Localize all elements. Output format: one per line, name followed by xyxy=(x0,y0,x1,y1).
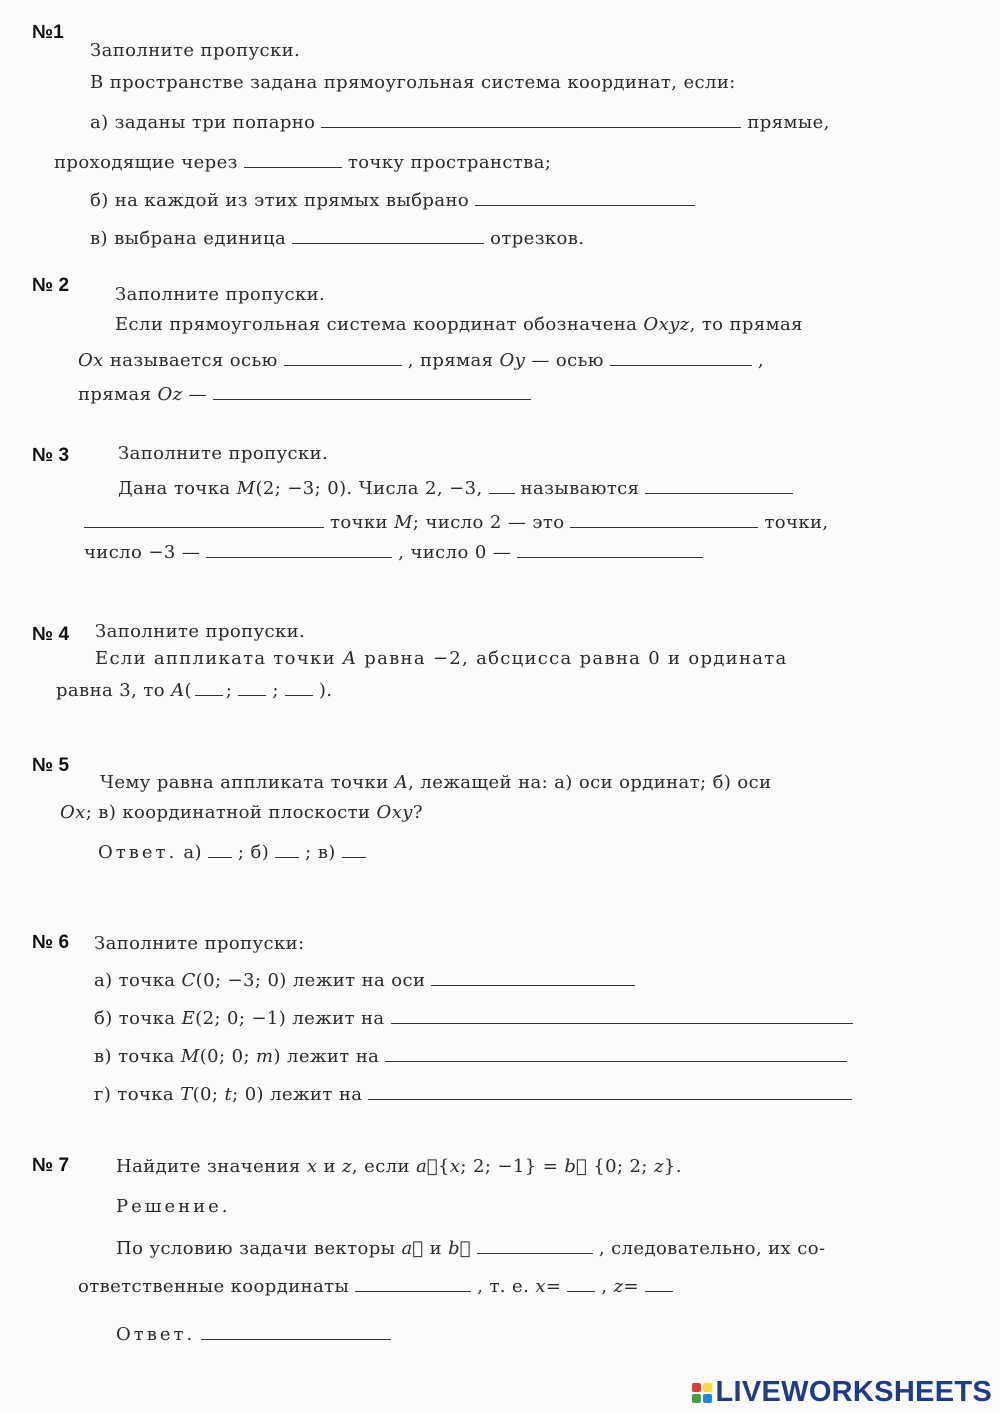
text-segment: отрезков. xyxy=(490,228,585,249)
text-segment: ответственные координаты xyxy=(78,1276,350,1297)
logo-square xyxy=(703,1383,712,1392)
text-segment: Найдите значения xyxy=(116,1156,301,1177)
math-symbol: M xyxy=(236,478,256,499)
task-answer xyxy=(116,1324,397,1345)
text-segment: ; 0) лежит на xyxy=(232,1084,363,1105)
blank-input[interactable] xyxy=(489,492,515,494)
math-symbol: x xyxy=(535,1276,546,1297)
vector-symbol: b⃗ xyxy=(564,1156,588,1177)
text-segment: и xyxy=(429,1238,442,1259)
math-symbol: A xyxy=(394,772,409,793)
text-segment: Если аппликата точки xyxy=(95,648,336,669)
task-instruction: Заполните пропуски. xyxy=(115,284,326,305)
text-segment: , следовательно, их со- xyxy=(598,1238,826,1259)
text-segment: в) точка xyxy=(94,1046,175,1067)
task-text xyxy=(84,512,829,533)
task-number: № 5 xyxy=(32,755,70,776)
text-segment: ; в) xyxy=(305,842,336,863)
blank-input[interactable] xyxy=(213,398,531,400)
blank-input[interactable] xyxy=(321,126,741,128)
math-symbol: A xyxy=(171,680,185,701)
text-segment: (2; −3; 0). Числа 2, −3, xyxy=(255,478,483,499)
text-segment: , если xyxy=(351,1156,410,1177)
text-segment: , xyxy=(601,1276,608,1297)
task-instruction: Заполните пропуски. xyxy=(90,40,301,61)
answer-label: Ответ. xyxy=(98,842,178,863)
text-segment: называется осью xyxy=(109,350,278,371)
task-text xyxy=(100,772,772,793)
task-text xyxy=(94,1008,859,1029)
task-number: № 6 xyxy=(32,932,70,953)
text-segment: ) лежит на xyxy=(273,1046,380,1067)
text-segment: ; xyxy=(272,680,279,701)
math-symbol: M xyxy=(180,1046,200,1067)
liveworksheets-logo xyxy=(692,1376,993,1409)
text-segment: г) точка xyxy=(94,1084,175,1105)
text-segment: ; xyxy=(225,680,233,701)
math-symbol: T xyxy=(180,1084,193,1105)
text-segment: ; число 2 — это xyxy=(412,512,565,533)
blank-input[interactable] xyxy=(610,364,752,366)
math-symbol: Oz xyxy=(157,384,183,405)
text-segment: ; в) координатной плоскости xyxy=(85,802,371,823)
task-number: № 2 xyxy=(32,275,70,296)
vector-symbol: a⃗ xyxy=(416,1156,438,1177)
task-text xyxy=(78,1276,679,1297)
blank-input[interactable] xyxy=(275,856,299,858)
task-text xyxy=(78,384,537,405)
math-symbol: Ox xyxy=(78,350,104,371)
blank-input[interactable] xyxy=(517,556,703,558)
text-segment: }. xyxy=(663,1156,682,1177)
math-symbol: m xyxy=(256,1046,274,1067)
task-number: № 4 xyxy=(32,624,70,645)
math-symbol: C xyxy=(181,970,196,991)
text-segment: = xyxy=(545,1276,562,1297)
math-symbol: M xyxy=(394,512,413,533)
math-symbol: A xyxy=(342,648,358,669)
blank-input[interactable] xyxy=(645,1290,673,1292)
task-answer xyxy=(98,842,372,863)
text-segment: , т. е. xyxy=(477,1276,530,1297)
logo-text: LIVEWORKSHEETS xyxy=(715,1376,992,1408)
math-symbol: x xyxy=(449,1156,461,1177)
task-text xyxy=(56,680,332,701)
task-instruction: Заполните пропуски. xyxy=(95,621,306,642)
math-symbol: x xyxy=(306,1156,318,1177)
task-text xyxy=(90,228,584,249)
text-segment: (2; 0; −1) лежит на xyxy=(195,1008,385,1029)
text-segment: точку пространства; xyxy=(347,152,552,173)
text-segment: число −3 — xyxy=(84,542,201,563)
text-segment: Дана точка xyxy=(118,478,231,499)
task-text xyxy=(118,478,799,499)
solution-label: Решение. xyxy=(116,1196,231,1217)
text-segment: равна −2, абсцисса равна 0 и ордината xyxy=(364,648,788,669)
text-segment: , xyxy=(757,350,764,371)
task-text xyxy=(60,802,423,823)
logo-square xyxy=(703,1394,712,1403)
task-number: №1 xyxy=(32,22,64,43)
task-instruction: Заполните пропуски: xyxy=(94,933,305,954)
math-symbol: E xyxy=(181,1008,196,1029)
text-segment: (0; 0; xyxy=(199,1046,250,1067)
text-segment: точки, xyxy=(764,512,829,533)
blank-input[interactable] xyxy=(284,364,402,366)
logo-square xyxy=(692,1383,701,1392)
blank-input[interactable] xyxy=(385,1060,847,1062)
math-symbol: Oxyz xyxy=(643,314,690,335)
text-segment: Чему равна аппликата точки xyxy=(100,772,389,793)
task-text xyxy=(78,350,764,371)
text-segment: прямая xyxy=(78,384,152,405)
text-segment: в) выбрана единица xyxy=(90,228,287,249)
task-number: № 7 xyxy=(32,1155,70,1176)
vector-symbol: b⃗ xyxy=(448,1238,471,1259)
task-text xyxy=(90,112,830,133)
answer-label: Ответ. xyxy=(116,1324,196,1345)
text-segment: проходящие через xyxy=(54,152,238,173)
math-symbol: Ox xyxy=(60,802,86,823)
text-segment: ( xyxy=(184,680,192,701)
text-segment: называются xyxy=(520,478,640,499)
text-segment: а) xyxy=(183,842,202,863)
blank-input[interactable] xyxy=(431,984,635,986)
logo-square xyxy=(692,1394,701,1403)
text-segment: , то прямая xyxy=(689,314,803,335)
math-symbol: Oy xyxy=(499,350,526,371)
task-text xyxy=(116,1156,682,1177)
task-text xyxy=(94,1084,858,1105)
task-number: № 3 xyxy=(32,445,70,466)
text-segment: б) точка xyxy=(94,1008,176,1029)
text-segment: прямые, xyxy=(747,112,830,133)
blank-input[interactable] xyxy=(355,1290,471,1292)
text-segment: (0; xyxy=(192,1084,219,1105)
text-segment: { xyxy=(438,1156,450,1177)
task-text xyxy=(94,970,641,991)
task-text xyxy=(116,1238,825,1259)
text-segment: б) на каждой из этих прямых выбрано xyxy=(90,190,470,211)
task-text xyxy=(115,314,803,335)
math-symbol: z xyxy=(342,1156,352,1177)
blank-input[interactable] xyxy=(206,556,392,558)
text-segment: и xyxy=(323,1156,336,1177)
math-symbol: Oxy xyxy=(376,802,413,823)
blank-input[interactable] xyxy=(292,242,484,244)
text-segment: а) заданы три попарно xyxy=(90,112,316,133)
text-segment: , число 0 — xyxy=(398,542,512,563)
task-text xyxy=(94,1046,853,1067)
blank-input[interactable] xyxy=(84,526,324,528)
text-segment: ). xyxy=(318,680,333,701)
text-segment: По условию задачи векторы xyxy=(116,1238,396,1259)
math-symbol: t xyxy=(224,1084,233,1105)
blank-input[interactable] xyxy=(238,694,266,696)
text-segment: = xyxy=(623,1276,640,1297)
text-segment: {0; 2; xyxy=(593,1156,648,1177)
task-text: В пространстве задана прямоугольная система координат, если: xyxy=(90,72,736,93)
text-segment: (0; −3; 0) лежит на оси xyxy=(195,970,426,991)
text-segment: ? xyxy=(412,802,423,823)
text-segment: а) точка xyxy=(94,970,176,991)
text-segment: ; б) xyxy=(237,842,270,863)
blank-input[interactable] xyxy=(570,526,758,528)
blank-input[interactable] xyxy=(208,856,232,858)
blank-input[interactable] xyxy=(195,694,223,696)
math-symbol: z xyxy=(613,1276,624,1297)
blank-input[interactable] xyxy=(475,204,695,206)
task-text xyxy=(84,542,709,563)
liveworksheets-logo-icon xyxy=(692,1383,712,1403)
text-segment: — xyxy=(188,384,208,405)
task-text xyxy=(95,648,788,669)
blank-input[interactable] xyxy=(244,166,342,168)
text-segment: — осью xyxy=(531,350,604,371)
blank-input[interactable] xyxy=(645,492,793,494)
text-segment: точки xyxy=(330,512,388,533)
vector-symbol: a⃗ xyxy=(401,1238,424,1259)
blank-input[interactable] xyxy=(567,1290,595,1292)
blank-input[interactable] xyxy=(368,1098,852,1100)
task-instruction: Заполните пропуски. xyxy=(118,443,329,464)
text-segment: Если прямоугольная система координат обозначена xyxy=(115,314,638,335)
text-segment: , лежащей на: а) оси ординат; б) оси xyxy=(408,772,772,793)
text-segment: ; 2; −1} = xyxy=(460,1156,559,1177)
math-symbol: z xyxy=(653,1156,664,1177)
blank-input[interactable] xyxy=(391,1022,853,1024)
task-text xyxy=(90,190,701,211)
task-text xyxy=(54,152,551,173)
blank-input[interactable] xyxy=(201,1338,391,1340)
text-segment: , прямая xyxy=(407,350,494,371)
blank-input[interactable] xyxy=(285,694,313,696)
blank-input[interactable] xyxy=(477,1252,593,1254)
text-segment: равна 3, то xyxy=(56,680,165,701)
blank-input[interactable] xyxy=(342,856,366,858)
